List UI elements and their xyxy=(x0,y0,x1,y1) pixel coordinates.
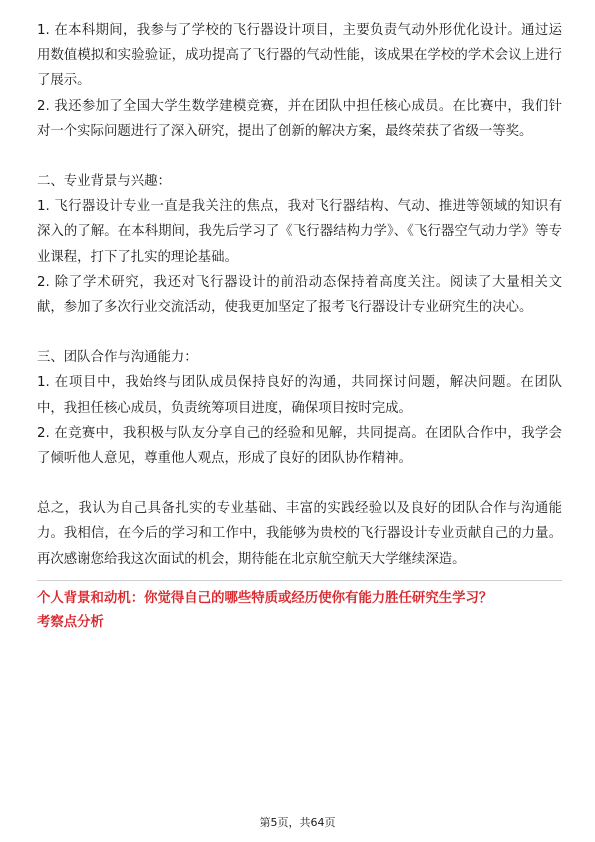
paragraph-section1-item2: 2. 我还参加了全国大学生数学建模竞赛，并在团队中担任核心成员。在比赛中，我们针对一个实际问题进行了深入研究，提出了创新的解决方案，最终荣获了省级一等奖。 xyxy=(37,98,562,139)
paragraph-section1-item1: 1. 在本科期间，我参与了学校的飞行器设计项目，主要负责气动外形优化设计。通过运用数值模拟和实验验证，成功提高了飞行器的气动性能，该成果在学校的学术会议上进行了展示。 xyxy=(37,23,562,89)
paragraph-section3-item1: 1. 在项目中，我始终与团队成员保持良好的沟通，共同探讨问题，解决问题。在团队中，我担任核心成员，负责统筹项目进度，确保项目按时完成。 xyxy=(37,375,562,416)
page-number-footer: 第5页，共64页 xyxy=(259,816,336,829)
paragraph-section3-item2: 2. 在竞赛中，我积极与队友分享自己的经验和见解，共同提高。在团队合作中，我学会了倾听他人意见，尊重他人观点，形成了良好的团队协作精神。 xyxy=(37,425,562,467)
document-page xyxy=(37,18,562,635)
paragraph-section2-item1: 1. 飞行器设计专业一直是我关注的焦点，我对飞行器结构、气动、推进等领域的知识有深入的了解。在本科期间，我先后学习了《飞行器结构力学》、《飞行器空气动力学》等专业课程，打下了扎实的理论基础。 xyxy=(37,199,562,265)
section-heading-teamwork: 三、团队合作与沟通能力： xyxy=(37,350,198,366)
paragraph-gap xyxy=(37,320,562,345)
paragraph-gap xyxy=(37,471,562,496)
paragraph-gap xyxy=(37,144,562,169)
paragraph-summary: 总之，我认为自己具备扎实的专业基础、丰富的实践经验以及良好的团队合作与沟通能力。我相信，在今后的学习和工作中，我能够为贵校的飞行器设计专业贡献自己的力量。再次感谢您给我这次面试的机会，期待能在北京航空航天大学继续深造。 xyxy=(37,501,562,567)
section-heading-background: 二、专业背景与兴趣： xyxy=(37,174,171,190)
question-title: 个人背景和动机：你觉得自己的哪些特质或经历使你有能力胜任研究生学习？ xyxy=(37,590,493,606)
section-divider xyxy=(37,580,562,581)
question-subtitle: 考察点分析 xyxy=(37,614,104,630)
paragraph-section2-item2: 2. 除了学术研究，我还对飞行器设计的前沿动态保持着高度关注。阅读了大量相关文献，参加了多次行业交流活动，使我更加坚定了报考飞行器设计专业研究生的决心。 xyxy=(37,274,562,316)
